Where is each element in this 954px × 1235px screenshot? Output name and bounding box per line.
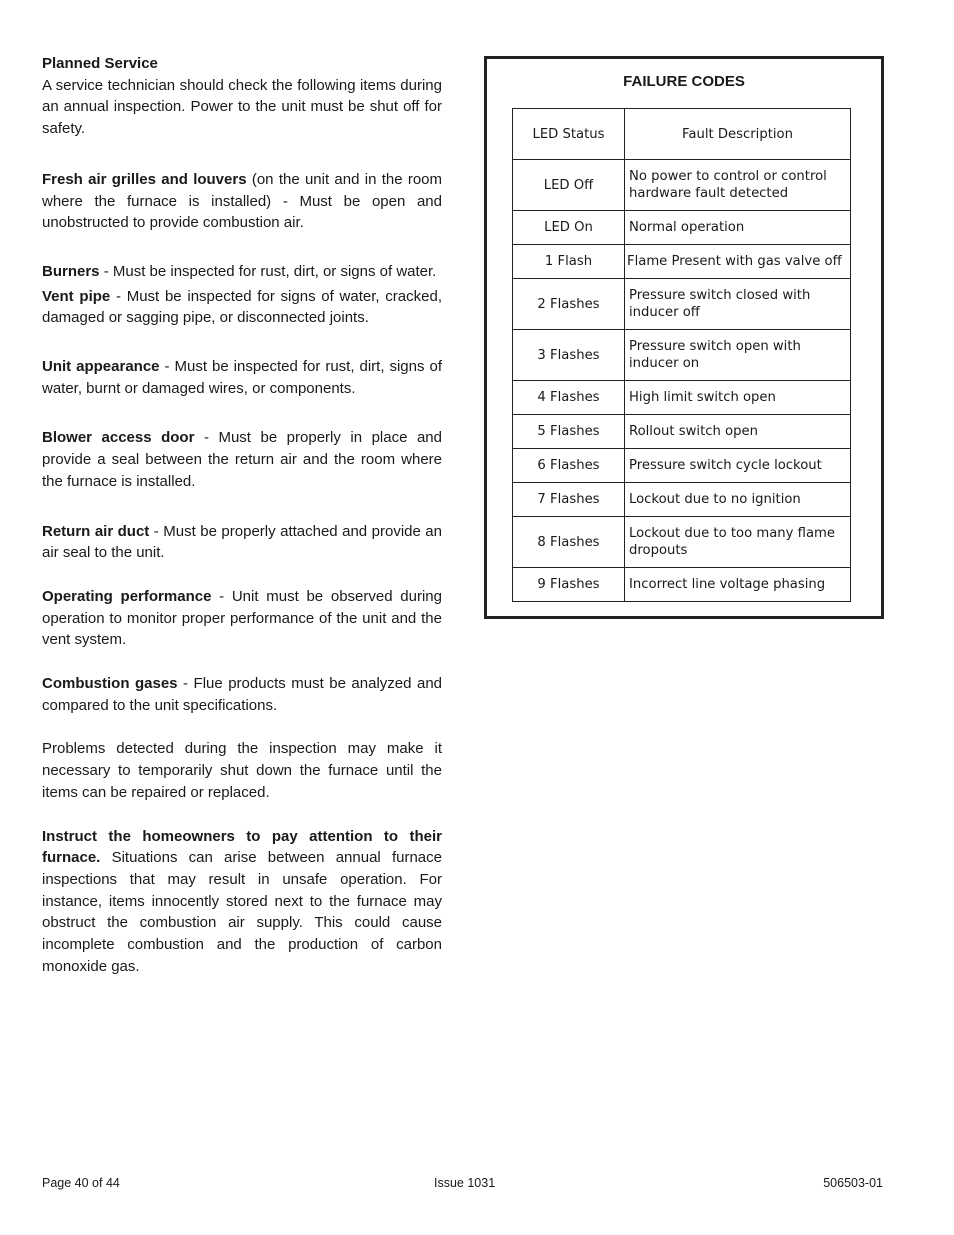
combustion-gases-item <box>42 673 442 716</box>
page-number: Page 40 of 44 <box>42 1176 120 1190</box>
fault-description-cell: Lockout due to too many flame dropouts <box>625 517 851 568</box>
table-row <box>513 415 851 449</box>
table-row <box>513 568 851 602</box>
burners-text: - Must be inspected for rust, dirt, or signs of water. <box>99 262 437 280</box>
table-row <box>513 279 851 330</box>
led-status-cell: 3 Flashes <box>513 330 625 381</box>
fault-description-cell: Pressure switch cycle lockout <box>625 449 851 483</box>
table-header-row <box>513 109 851 160</box>
blower-door-text: - Must be properly in place and provide a seal between the return air and the room where the furnace is installed. <box>42 429 442 490</box>
operating-performance-item <box>42 586 442 651</box>
burners-item <box>42 261 442 283</box>
fresh-air-label: Fresh air grilles and louvers <box>42 170 247 188</box>
return-air-label: Return air duct <box>42 522 150 540</box>
vent-pipe-text: - Must be inspected for signs of water, cracked, damaged or sagging pipe, or disconnected joints. <box>42 287 442 327</box>
fault-description-cell: Flame Present with gas valve off <box>625 245 851 279</box>
table-row <box>513 160 851 211</box>
failure-codes-table <box>512 108 851 602</box>
fault-description-cell: Lockout due to no ignition <box>625 483 851 517</box>
fault-description-cell: Normal operation <box>625 211 851 245</box>
combustion-gases-label: Combustion gases <box>42 675 178 693</box>
blower-door-label: Blower access door <box>42 429 195 447</box>
fresh-air-item <box>42 169 442 234</box>
fault-description-cell: Pressure switch closed with inducer off <box>625 279 851 330</box>
header-fault-description: Fault Description <box>625 109 851 160</box>
table-row <box>513 449 851 483</box>
planned-service-title: Planned Service <box>42 55 158 72</box>
planned-service-text: A service technician should check the following items during an annual inspection. Power to the unit must be shut off for safety. <box>42 76 442 138</box>
fault-description-cell: High limit switch open <box>625 381 851 415</box>
operating-performance-label: Operating performance <box>42 587 212 605</box>
instruct-homeowners-item <box>42 826 442 978</box>
led-status-cell: LED Off <box>513 160 625 211</box>
led-status-cell: 2 Flashes <box>513 279 625 330</box>
table-row <box>513 517 851 568</box>
failure-codes-box <box>484 56 884 619</box>
unit-appearance-item <box>42 356 442 399</box>
led-status-cell: 6 Flashes <box>513 449 625 483</box>
fault-description-cell: Rollout switch open <box>625 415 851 449</box>
failure-codes-title: FAILURE CODES <box>623 73 745 90</box>
led-status-cell: 7 Flashes <box>513 483 625 517</box>
operating-performance-text: - Unit must be observed during operation to monitor proper performance of the unit and the vent system. <box>42 587 442 649</box>
led-status-cell: 4 Flashes <box>513 381 625 415</box>
header-led-status: LED Status <box>513 109 625 160</box>
problems-paragraph: Problems detected during the inspection may make it necessary to temporarily shut down the furnace until the items can be repaired or replaced. <box>42 740 442 801</box>
fault-description-cell: Pressure switch open with inducer on <box>625 330 851 381</box>
led-status-cell: 8 Flashes <box>513 517 625 568</box>
table-row <box>513 381 851 415</box>
led-status-cell: 9 Flashes <box>513 568 625 602</box>
return-air-item <box>42 521 442 564</box>
vent-pipe-label: Vent pipe <box>42 287 111 305</box>
document-number: 506503-01 <box>823 1176 883 1190</box>
table-row <box>513 330 851 381</box>
fault-description-cell: No power to control or control hardware fault detected <box>625 160 851 211</box>
led-status-cell: 1 Flash <box>513 245 625 279</box>
return-air-text: - Must be properly attached and provide an air seal to the unit. <box>42 522 442 562</box>
vent-pipe-item <box>42 286 442 329</box>
fresh-air-text: (on the unit and in the room where the furnace is installed) - Must be open and unobstructed to provide combustion air. <box>42 170 443 232</box>
planned-service-section <box>42 53 442 140</box>
led-status-cell: LED On <box>513 211 625 245</box>
table-row <box>513 211 851 245</box>
unit-appearance-label: Unit appearance <box>42 358 160 376</box>
led-status-cell: 5 Flashes <box>513 415 625 449</box>
table-row <box>513 245 851 279</box>
instruct-homeowners-label: Instruct the homeowners to pay attention to their furnace. <box>42 827 442 867</box>
instruct-homeowners-text: Situations can arise between annual furnace inspections that may result in unsafe operation. For instance, items innocently stored next to the furnace may obstruct the combustion air supply. This could cause incomplete combustion and the production of carbon monoxide gas. <box>42 849 442 975</box>
combustion-gases-text: - Flue products must be analyzed and compared to the unit specifications. <box>42 675 443 714</box>
issue-number: Issue 1031 <box>434 1176 496 1190</box>
blower-door-item <box>42 427 442 492</box>
table-row <box>513 483 851 517</box>
fault-description-cell: Incorrect line voltage phasing <box>625 568 851 602</box>
burners-label: Burners <box>42 262 100 280</box>
maintenance-text-column <box>42 53 442 978</box>
unit-appearance-text: - Must be inspected for rust, dirt, signs of water, burnt or damaged wires, or components. <box>42 358 442 397</box>
